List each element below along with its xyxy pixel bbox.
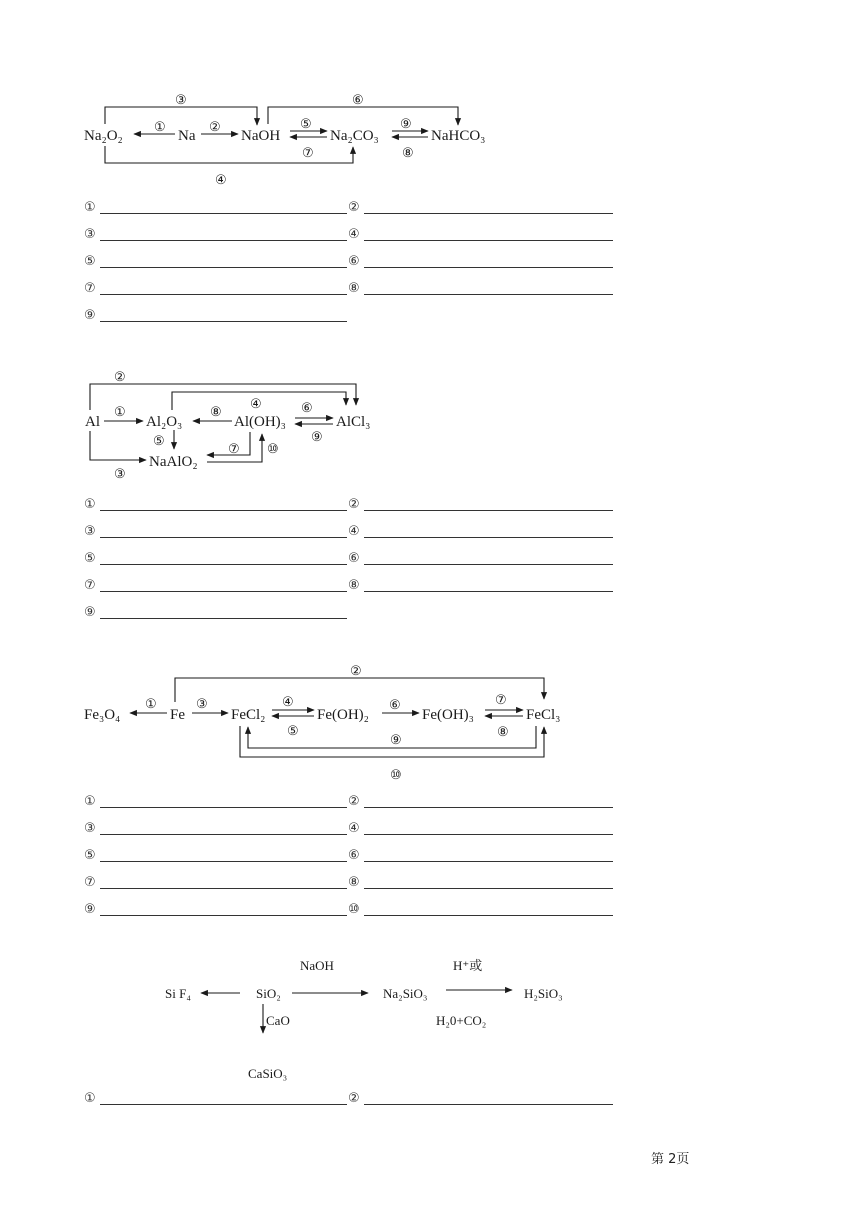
answer-line xyxy=(364,564,613,565)
fe-answer-8[interactable] xyxy=(348,873,613,893)
answer-label: ① xyxy=(84,1091,96,1106)
fe-step-5: ⑤ xyxy=(287,723,299,738)
answer-label: ② xyxy=(348,497,360,512)
na-step-4: ④ xyxy=(215,172,227,187)
answer-line xyxy=(364,1104,613,1105)
answer-label: ② xyxy=(348,200,360,215)
na-step-1: ① xyxy=(154,119,166,134)
condition-h2o-co2: H₂0+CO₂ xyxy=(436,1013,487,1028)
answer-label: ⑥ xyxy=(348,254,360,269)
na-answer-8[interactable] xyxy=(348,279,613,299)
answer-label: ① xyxy=(84,200,96,215)
al-step-3: ③ xyxy=(114,466,126,481)
answer-label: ⑦ xyxy=(84,578,96,593)
answer-label: ④ xyxy=(348,524,360,539)
al-step-5: ⑤ xyxy=(153,433,165,448)
answer-label: ⑧ xyxy=(348,875,360,890)
fe-step-4: ④ xyxy=(282,694,294,709)
na-step-5: ⑤ xyxy=(300,116,312,131)
na-answer-5[interactable] xyxy=(84,252,347,272)
species-h2sio3: H₂SiO₃ xyxy=(524,986,563,1001)
answer-label: ⑥ xyxy=(348,848,360,863)
answer-line xyxy=(364,591,613,592)
na-answer-6[interactable] xyxy=(348,252,613,272)
fe-answer-9[interactable] xyxy=(84,900,347,920)
answer-label: ② xyxy=(348,1091,360,1106)
na-step-9: ⑨ xyxy=(400,116,412,131)
species-na: Na xyxy=(178,128,196,144)
species-feoh2: Fe(OH)₂ xyxy=(317,707,369,723)
answer-label: ⑦ xyxy=(84,875,96,890)
answer-line xyxy=(364,537,613,538)
answer-label: ⑤ xyxy=(84,848,96,863)
fe-step-10: ⑩ xyxy=(390,767,402,782)
answer-line xyxy=(364,213,613,214)
al-answer-3[interactable] xyxy=(84,522,347,542)
al-answer-5[interactable] xyxy=(84,549,347,569)
fe-step-9: ⑨ xyxy=(390,732,402,747)
answer-line xyxy=(100,591,347,592)
species-alcl3: AlCl₃ xyxy=(336,414,371,430)
species-al2o3: Al₂O₃ xyxy=(146,414,183,430)
fe-answer-6[interactable] xyxy=(348,846,613,866)
answer-line xyxy=(100,861,347,862)
fe-answer-10[interactable] xyxy=(348,900,613,920)
answer-label: ④ xyxy=(348,821,360,836)
answer-label: ⑨ xyxy=(84,605,96,620)
answer-line xyxy=(364,240,613,241)
na-step-8: ⑧ xyxy=(402,145,414,160)
na-answer-7[interactable] xyxy=(84,279,347,299)
al-step-9: ⑨ xyxy=(311,429,323,444)
species-sif4: Si F₄ xyxy=(165,986,191,1001)
species-naalo2: NaAlO₂ xyxy=(149,454,198,470)
condition-naoh: NaOH xyxy=(300,958,334,973)
fe-step-2: ② xyxy=(350,663,362,678)
answer-line xyxy=(100,213,347,214)
answer-label: ③ xyxy=(84,524,96,539)
fe-step-8: ⑧ xyxy=(497,724,509,739)
answer-line xyxy=(100,240,347,241)
fe-step-7: ⑦ xyxy=(495,692,507,707)
answer-line xyxy=(364,888,613,889)
answer-label: ⑧ xyxy=(348,281,360,296)
al-answer-6[interactable] xyxy=(348,549,613,569)
al-answer-7[interactable] xyxy=(84,576,347,596)
na-answer-2[interactable] xyxy=(348,198,613,218)
answer-label: ① xyxy=(84,497,96,512)
species-sio2: SiO₂ xyxy=(256,986,281,1001)
species-al: Al xyxy=(85,414,100,430)
answer-line xyxy=(100,510,347,511)
species-fecl3: FeCl₃ xyxy=(526,707,561,723)
answer-label: ⑨ xyxy=(84,902,96,917)
answer-line xyxy=(100,1104,347,1105)
answer-line xyxy=(100,321,347,322)
condition-h-plus: H⁺或 xyxy=(453,958,483,973)
na-answer-1[interactable] xyxy=(84,198,347,218)
al-answer-4[interactable] xyxy=(348,522,613,542)
answer-line xyxy=(364,807,613,808)
na-answer-4[interactable] xyxy=(348,225,613,245)
na-step-7: ⑦ xyxy=(302,145,314,160)
answer-line xyxy=(100,915,347,916)
species-na2o2: Na₂O₂ xyxy=(84,128,123,144)
answer-line xyxy=(364,834,613,835)
answer-line xyxy=(100,618,347,619)
answer-label: ④ xyxy=(348,227,360,242)
na-step-3: ③ xyxy=(175,92,187,107)
na-answer-3[interactable] xyxy=(84,225,347,245)
answer-label: ② xyxy=(348,794,360,809)
species-aloh3: Al(OH)₃ xyxy=(234,414,286,430)
species-fe3o4: Fe₃O₄ xyxy=(84,707,121,723)
al-step-8: ⑧ xyxy=(210,404,222,419)
page-number: 第 2页 xyxy=(651,1152,690,1167)
answer-line xyxy=(100,888,347,889)
answer-line xyxy=(364,510,613,511)
answer-line xyxy=(100,267,347,268)
answer-label: ① xyxy=(84,794,96,809)
fe-answer-3[interactable] xyxy=(84,819,347,839)
answer-label: ⑩ xyxy=(348,902,360,917)
fe-step-3: ③ xyxy=(196,696,208,711)
answer-label: ⑨ xyxy=(84,308,96,323)
species-casio3: CaSiO₃ xyxy=(248,1066,288,1081)
answer-line xyxy=(364,294,613,295)
fe-step-6: ⑥ xyxy=(389,697,401,712)
answer-line xyxy=(364,861,613,862)
fe-answer-2[interactable] xyxy=(348,792,613,812)
answer-label: ⑤ xyxy=(84,551,96,566)
answer-line xyxy=(364,267,613,268)
answer-label: ⑤ xyxy=(84,254,96,269)
species-fecl2: FeCl₂ xyxy=(231,707,266,723)
answer-line xyxy=(100,834,347,835)
al-answer-1[interactable] xyxy=(84,495,347,515)
answer-line xyxy=(100,807,347,808)
si-answer-1[interactable] xyxy=(84,1089,347,1109)
species-feoh3: Fe(OH)₃ xyxy=(422,707,474,723)
al-step-4: ④ xyxy=(250,396,262,411)
answer-line xyxy=(100,537,347,538)
condition-cao: CaO xyxy=(266,1013,290,1028)
na-step-2: ② xyxy=(209,119,221,134)
species-naoh: NaOH xyxy=(241,128,281,144)
al-step-7: ⑦ xyxy=(228,441,240,456)
al-step-6: ⑥ xyxy=(301,400,313,415)
al-answer-2[interactable] xyxy=(348,495,613,515)
fe-answer-4[interactable] xyxy=(348,819,613,839)
answer-line xyxy=(100,294,347,295)
answer-label: ③ xyxy=(84,227,96,242)
al-step-10: ⑩ xyxy=(267,441,279,456)
al-step-2: ② xyxy=(114,369,126,384)
species-na2sio3: Na₂SiO₃ xyxy=(383,986,428,1001)
al-answer-8[interactable] xyxy=(348,576,613,596)
al-answer-9[interactable] xyxy=(84,603,347,623)
fe-answer-7[interactable] xyxy=(84,873,347,893)
fe-step-1: ① xyxy=(145,696,157,711)
species-fe: Fe xyxy=(170,707,185,723)
answer-line xyxy=(100,564,347,565)
species-na2co3: Na₂CO₃ xyxy=(330,128,379,144)
fe-answer-5[interactable] xyxy=(84,846,347,866)
answer-line xyxy=(364,915,613,916)
na-step-6: ⑥ xyxy=(352,92,364,107)
species-nahco3: NaHCO₃ xyxy=(431,128,486,144)
al-step-1: ① xyxy=(114,404,126,419)
answer-label: ⑦ xyxy=(84,281,96,296)
si-answer-2[interactable] xyxy=(348,1089,613,1109)
fe-answer-1[interactable] xyxy=(84,792,347,812)
answer-label: ⑧ xyxy=(348,578,360,593)
answer-label: ⑥ xyxy=(348,551,360,566)
na-answer-9[interactable] xyxy=(84,306,347,326)
answer-label: ③ xyxy=(84,821,96,836)
